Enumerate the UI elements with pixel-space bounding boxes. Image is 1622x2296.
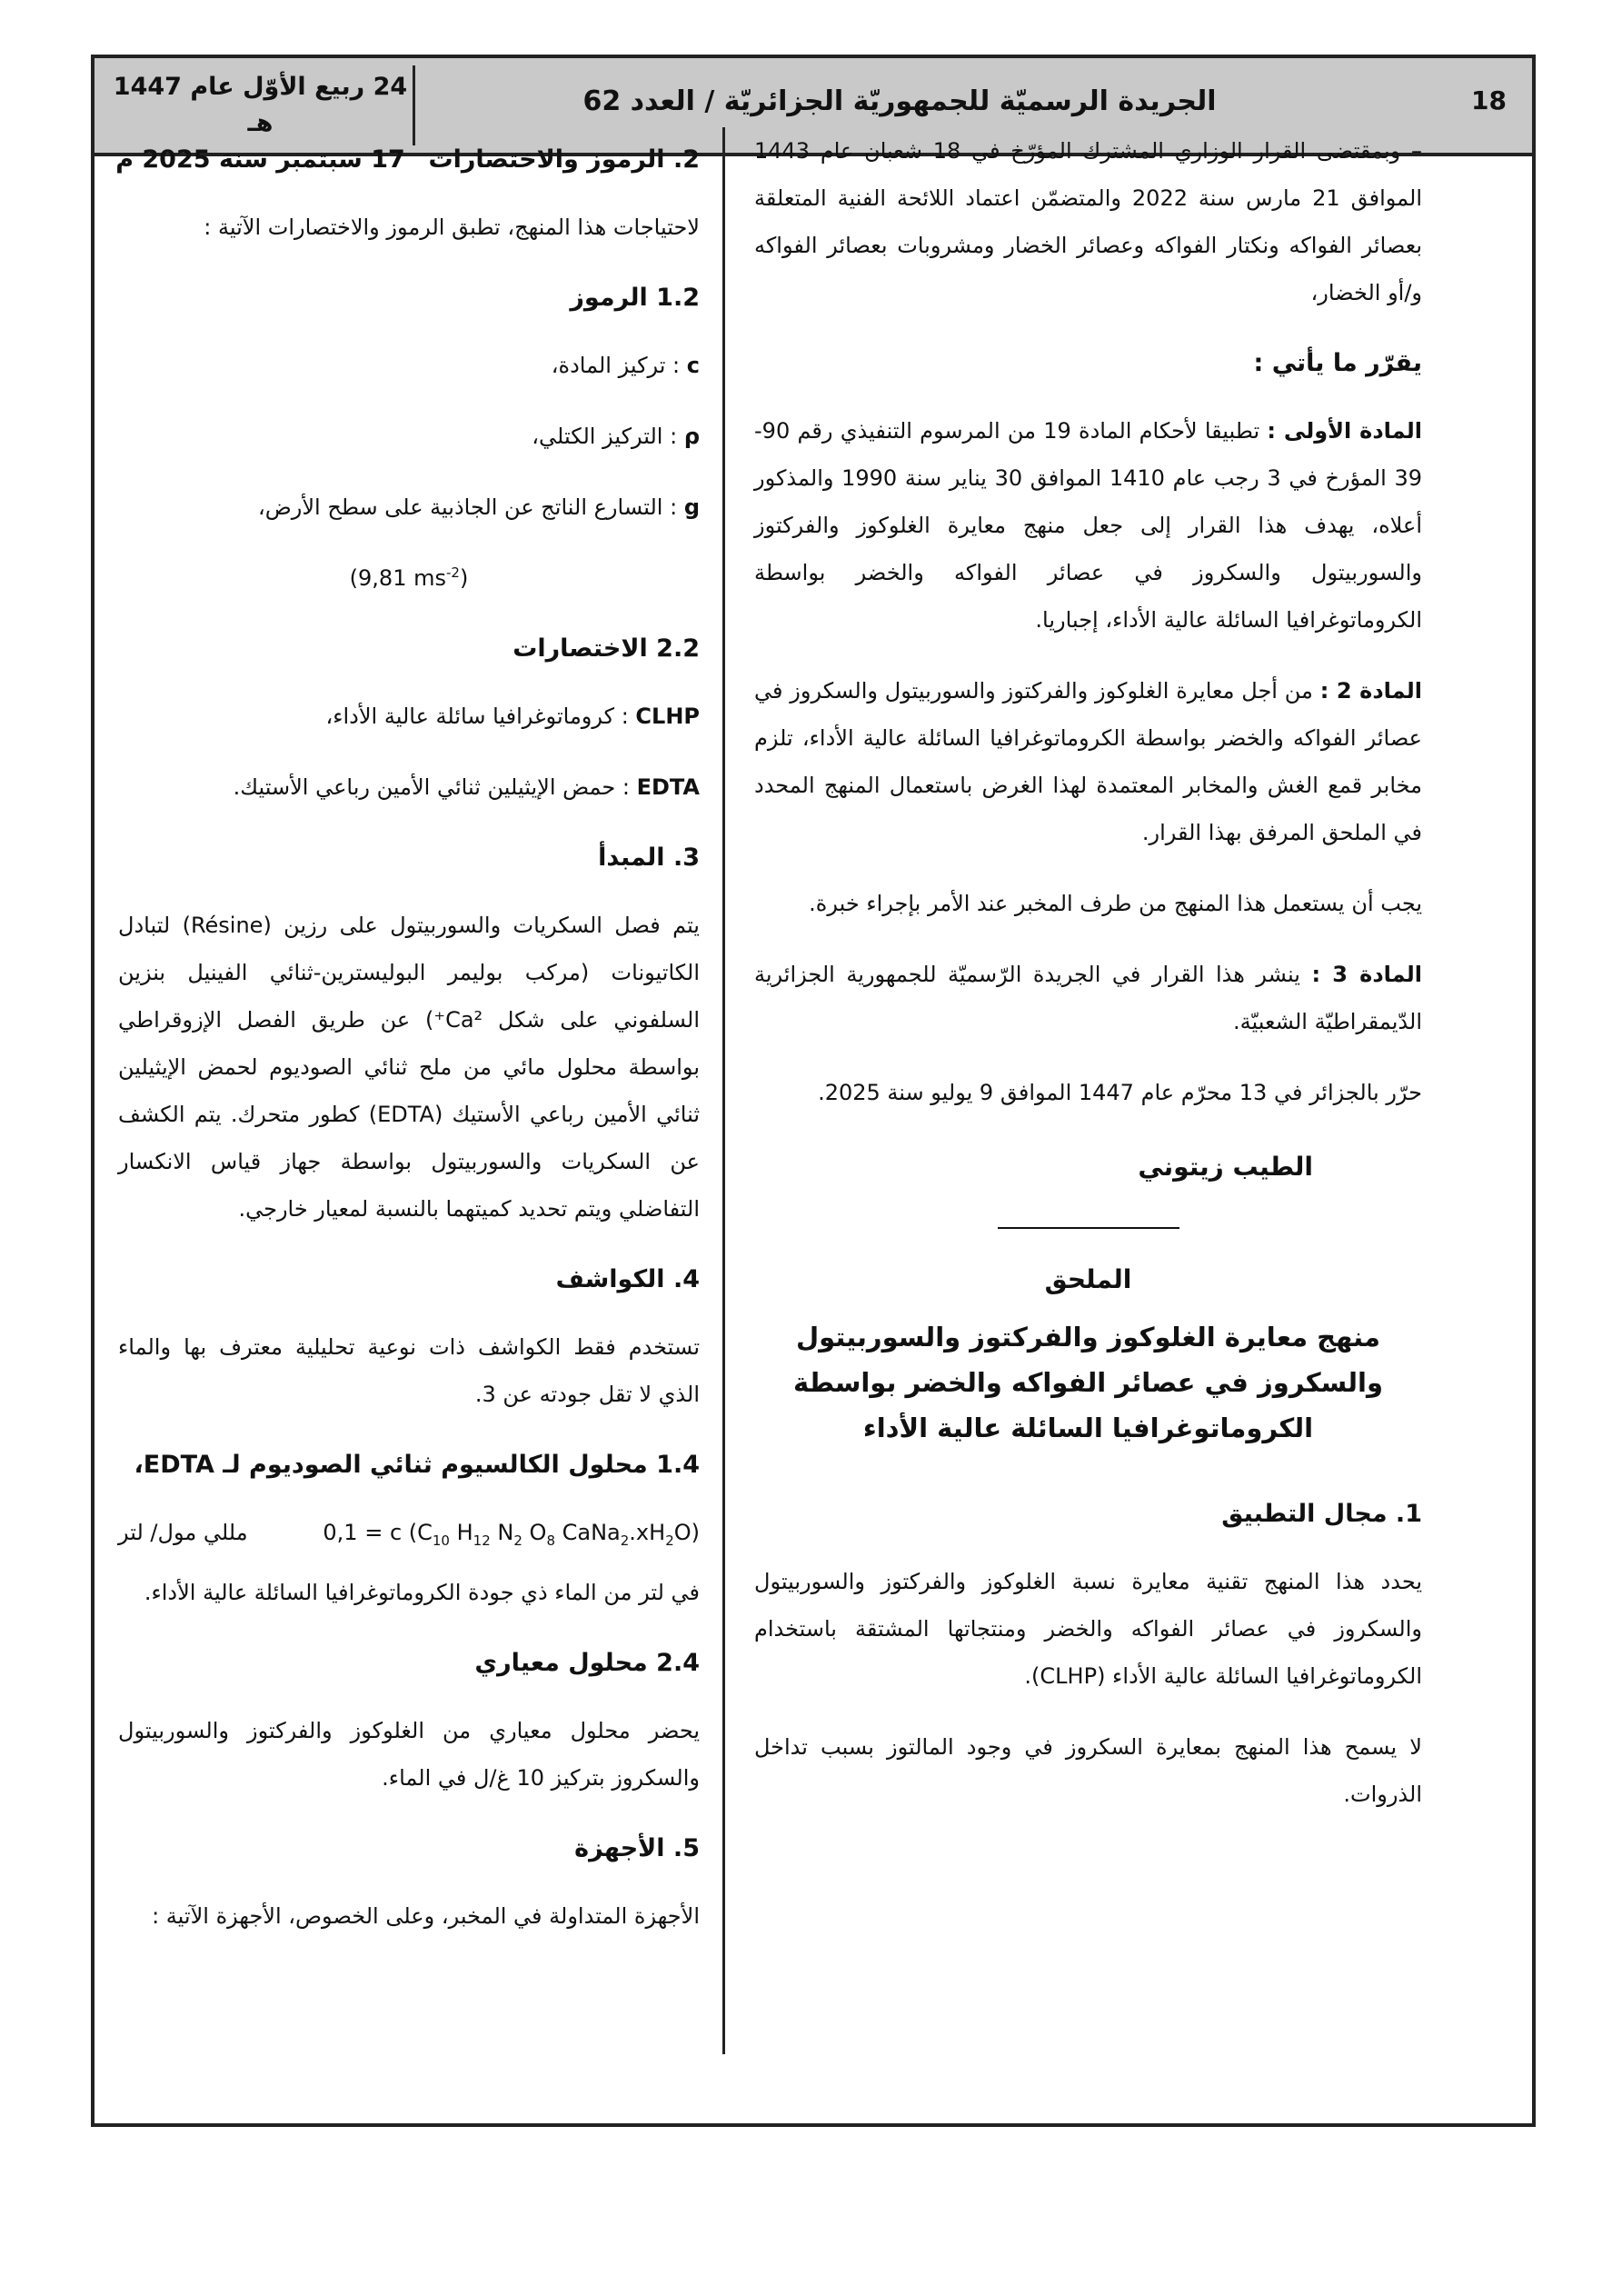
annex-subtitle: منهج معايرة الغلوكوز والفركتوز والسوربيتول والسكروز في عصائر الفواكه والخضر بواسطة الكروماتوغرافيا السائلة عالية الأداء — [792, 1322, 1384, 1443]
section-4-1-title: 1.4 محلول الكالسيوم ثنائي الصوديوم لـ EDTA، — [134, 1451, 700, 1479]
symbol-c — [118, 342, 700, 389]
article-3-text: ينشر هذا القرار في الجريدة الرّسميّة للجمهورية الجزائرية الدّيمقراطيّة الشعبيّة. — [754, 962, 1422, 1034]
right-column — [754, 127, 1422, 1842]
section-5-paragraph: الأجهزة المتداولة في المخبر، وعلى الخصوص، الأجهزة الآتية : — [152, 1903, 700, 1929]
abbreviation-edta-description: : حمض الإيثيلين ثنائي الأمين رباعي الأستيك. — [233, 774, 637, 800]
g-value-text: (9,81 ms — [349, 565, 446, 591]
done-at: حرّر بالجزائر في 13 محرّم عام 1447 الموافق 9 يوليو سنة 2025. — [818, 1080, 1422, 1105]
formula-prefix: 0,1 = c (C — [323, 1520, 433, 1545]
article-1-text: تطبيقا لأحكام المادة 19 من المرسوم التنفيذي رقم 90-39 المؤرخ في 3 رجب عام 1410 الموافق 30 يناير سنة 1990 والمذكور أعلاه، يهدف هذا القرار إلى جعل منهج معايرة الغلوكوز والفركتوز والسوربيتول والسكروز في عصائر الفواكه والخضر بواسطة الكروماتوغرافيا السائلة عالية الأداء، إجباريا. — [754, 418, 1423, 633]
symbol-rho-description: : التركيز الكتلي، — [532, 424, 684, 449]
annex-title: الملحق — [1044, 1264, 1132, 1294]
formula-unit: مللي مول/ لتر — [118, 1520, 248, 1545]
column-divider — [722, 127, 725, 2054]
section-2-1-title: 1.2 الرموز — [570, 284, 700, 312]
section-4-2-paragraph: يحضر محلول معياري من الغلوكوز والفركتوز والسوربيتول والسكروز بتركيز 10 غ/ل في الماء. — [118, 1718, 700, 1791]
symbol-rho — [118, 413, 700, 460]
article-2-label: المادة 2 : — [1319, 678, 1423, 704]
section-1-paragraph-2: لا يسمح هذا المنهج بمعايرة السكروز في وجود المالتوز بسبب تداخل الذروات. — [754, 1734, 1422, 1807]
section-5-title: 5. الأجهزة — [574, 1834, 700, 1862]
symbol-g — [118, 484, 700, 531]
article-2-paragraph-2: يجب أن يستعمل هذا المنهج من طرف المخبر عند الأمر بإجراء خبرة. — [809, 891, 1422, 916]
journal-title: الجريدة الرسميّة للجمهوريّة الجزائريّة / العدد 62 — [582, 85, 1217, 117]
g-unit-exponent: -2 — [445, 564, 460, 581]
abbreviation-clhp-term: CLHP — [635, 704, 700, 729]
signatory-name: الطيب زيتوني — [1138, 1152, 1313, 1182]
symbol-c-description: : تركيز المادة، — [551, 353, 687, 378]
article-2-text: من أجل معايرة الغلوكوز والفركتوز والسوربيتول والسكروز في عصائر الفواكه والخضر بواسطة الكروماتوغرافيا السائلة عالية الأداء، تلزم مخابر قمع الغش والمخابر المعتمدة لهذا الغرض باستعمال المنهج المحدد في الملحق المرفق بهذا القرار. — [754, 678, 1422, 845]
section-2-title: 2. الرموز والاختصارات — [428, 145, 700, 174]
decides-heading: يقرّر ما يأتي : — [1253, 349, 1422, 377]
separator-line — [998, 1227, 1179, 1229]
section-1-paragraph-1: يحدد هذا المنهج تقنية معايرة نسبة الغلوكوز والفركتوز والسوربيتول والسكروز في عصائر الفواكه والخضر ومنتجاتها المشتقة باستخدام الكروماتوغرافيا السائلة عالية الأداء (CLHP). — [754, 1569, 1422, 1689]
edta-formula: 0,1 = c ($C_{10}$ $H_{12}$ $N_2$ $O_8$ $CaNa_2.xH_2O$) — [323, 1520, 700, 1549]
page-number: 18 — [1471, 85, 1507, 115]
symbol-g-letter: g — [683, 494, 700, 520]
abbreviation-clhp-description: : كروماتوغرافيا سائلة عالية الأداء، — [325, 704, 636, 729]
section-3-paragraph: يتم فصل السكريات والسوربيتول على رزين (Résine) لتبادل الكاتيونات (مركب بوليمر البوليسترين-ثنائي الفينيل بنزين السلفوني على شكل Ca²⁺) عن طريق الفصل الإزوقراطي بواسطة محلول مائي من ملح ثنائي الصوديوم لحمض الإيثيلين ثنائي الأمين رباعي الأستيك (EDTA) كطور متحرك. يتم الكشف عن السكريات والسوربيتول بواسطة جهاز قياس الانكسار التفاضلي ويتم تحديد كميتهما بالنسبة لمعيار خارجي. — [118, 913, 700, 1222]
date-hijri: 24 ربيع الأوّل عام 1447 هـ — [113, 73, 408, 137]
article-1 — [754, 407, 1422, 644]
symbol-g-description: : التسارع الناتج عن الجاذبية على سطح الأرض، — [258, 494, 684, 520]
left-column — [118, 127, 700, 1963]
symbol-c-letter: c — [686, 353, 700, 378]
section-4-1-paragraph: في لتر من الماء ذي جودة الكروماتوغرافيا السائلة عالية الأداء. — [144, 1580, 700, 1605]
symbol-rho-letter: ρ — [683, 424, 700, 449]
section-4-paragraph: تستخدم فقط الكواشف ذات نوعية تحليلية معترف بها والماء الذي لا تقل جودته عن 3. — [118, 1334, 700, 1407]
abbreviation-edta-term: EDTA — [636, 774, 700, 800]
g-value — [118, 554, 700, 602]
date-gregorian: 17 سبتمبر سنة 2025 م — [115, 145, 405, 174]
section-2-2-title: 2.2 الاختصارات — [512, 634, 700, 663]
section-2-intro: لاحتياجات هذا المنهج، تطبق الرموز والاختصارات الآتية : — [204, 215, 700, 240]
g-value-expression: (9,81 $ms^{-2}$) — [349, 564, 469, 591]
abbreviation-edta — [118, 764, 700, 811]
article-3 — [754, 951, 1422, 1045]
section-4-2-title: 2.4 محلول معياري — [474, 1649, 700, 1677]
edta-formula-line — [118, 1509, 700, 1556]
article-2 — [754, 667, 1422, 856]
section-1-title: 1. مجال التطبيق — [1221, 1500, 1422, 1528]
article-1-label: المادة الأولى : — [1267, 418, 1422, 444]
article-3-label: المادة 3 : — [1311, 962, 1422, 987]
section-4-title: 4. الكواشف — [555, 1265, 700, 1293]
abbreviation-clhp — [118, 693, 700, 740]
preamble-clause: – وبمقتضى القرار الوزاري المشترك المؤرّخ في 18 شعبان عام 1443 الموافق 21 مارس سنة 2022 والمتضمّن اعتماد اللائحة الفنية المتعلقة بعصائر الفواكه ونكتار الفواكه وعصائر الخضار ومشروبات بعصائر الفواكه و/أو الخضار، — [754, 138, 1422, 305]
section-3-title: 3. المبدأ — [598, 844, 700, 872]
